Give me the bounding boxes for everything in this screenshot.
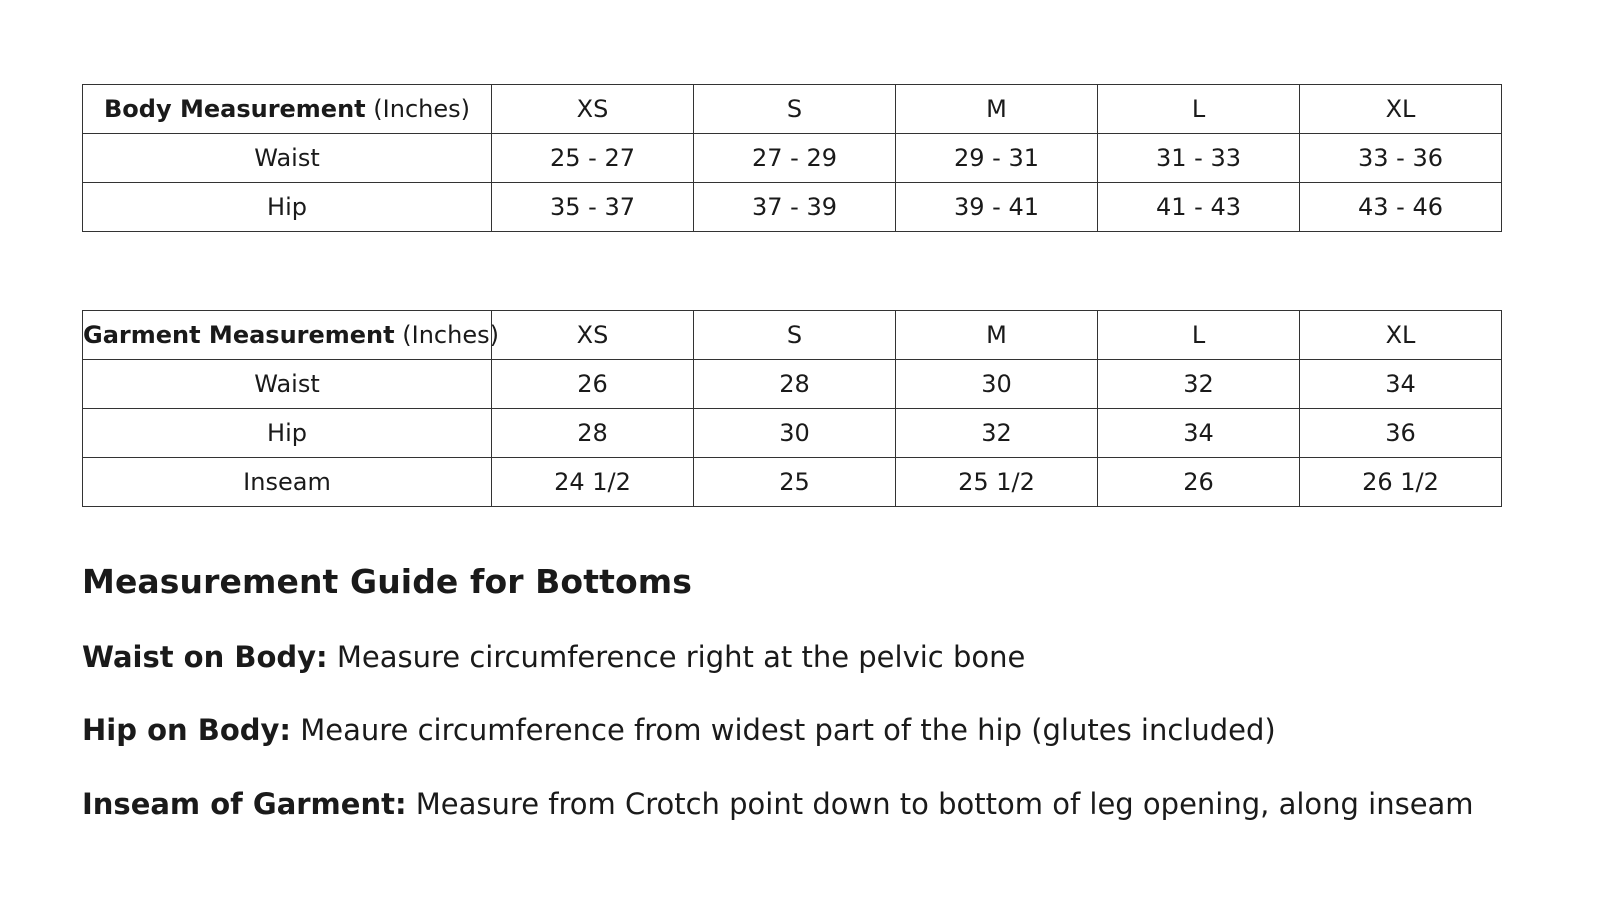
guide-title: Measurement Guide for Bottoms [82, 562, 692, 601]
guide-item-waist [82, 640, 1025, 674]
table-cell: 26 [1098, 458, 1300, 507]
table-cell: 25 - 27 [492, 134, 694, 183]
table-cell: 32 [1098, 360, 1300, 409]
guide-text: Meaure circumference from widest part of the hip (glutes included) [291, 713, 1276, 747]
guide-text: Measure circumference right at the pelvic bone [327, 640, 1026, 674]
body-measurement-table [82, 84, 1502, 232]
garment-measurement-table [82, 310, 1502, 507]
table-cell: 30 [896, 360, 1098, 409]
size-header: XL [1300, 85, 1502, 134]
table-cell: 29 - 31 [896, 134, 1098, 183]
table-cell: 41 - 43 [1098, 183, 1300, 232]
table-header-row [83, 85, 1502, 134]
table-cell: 27 - 29 [694, 134, 896, 183]
row-label: Hip [83, 409, 492, 458]
size-header: XS [492, 311, 694, 360]
table-cell: 30 [694, 409, 896, 458]
table-cell: 35 - 37 [492, 183, 694, 232]
table-cell: 28 [694, 360, 896, 409]
size-header: S [694, 311, 896, 360]
table-header-row [83, 311, 1502, 360]
guide-term: Waist on Body: [82, 640, 328, 674]
table-cell: 28 [492, 409, 694, 458]
guide-item-hip [82, 713, 1276, 747]
table-cell: 33 - 36 [1300, 134, 1502, 183]
size-header: XS [492, 85, 694, 134]
guide-term: Hip on Body: [82, 713, 292, 747]
table-header-label: Body Measurement (Inches) [83, 85, 492, 134]
table-row [83, 409, 1502, 458]
row-label: Hip [83, 183, 492, 232]
table-cell: 31 - 33 [1098, 134, 1300, 183]
table-row [83, 360, 1502, 409]
table-cell: 26 [492, 360, 694, 409]
size-header: XL [1300, 311, 1502, 360]
row-label: Waist [83, 360, 492, 409]
table-cell: 43 - 46 [1300, 183, 1502, 232]
table-row [83, 134, 1502, 183]
guide-term: Inseam of Garment: [82, 787, 407, 821]
row-label: Inseam [83, 458, 492, 507]
size-header: M [896, 85, 1098, 134]
table-cell: 32 [896, 409, 1098, 458]
table-cell: 26 1/2 [1300, 458, 1502, 507]
table-cell: 37 - 39 [694, 183, 896, 232]
table-row [83, 183, 1502, 232]
table-cell: 36 [1300, 409, 1502, 458]
table-cell: 34 [1098, 409, 1300, 458]
guide-text: Measure from Crotch point down to bottom of leg opening, along inseam [406, 787, 1474, 821]
table-cell: 25 [694, 458, 896, 507]
size-header: M [896, 311, 1098, 360]
guide-item-inseam [82, 787, 1474, 821]
size-header: L [1098, 85, 1300, 134]
table-cell: 39 - 41 [896, 183, 1098, 232]
row-label: Waist [83, 134, 492, 183]
table-row [83, 458, 1502, 507]
size-header: L [1098, 311, 1300, 360]
table-header-label: Garment Measurement (Inches) [83, 311, 492, 360]
table-cell: 24 1/2 [492, 458, 694, 507]
size-header: S [694, 85, 896, 134]
table-cell: 34 [1300, 360, 1502, 409]
table-cell: 25 1/2 [896, 458, 1098, 507]
